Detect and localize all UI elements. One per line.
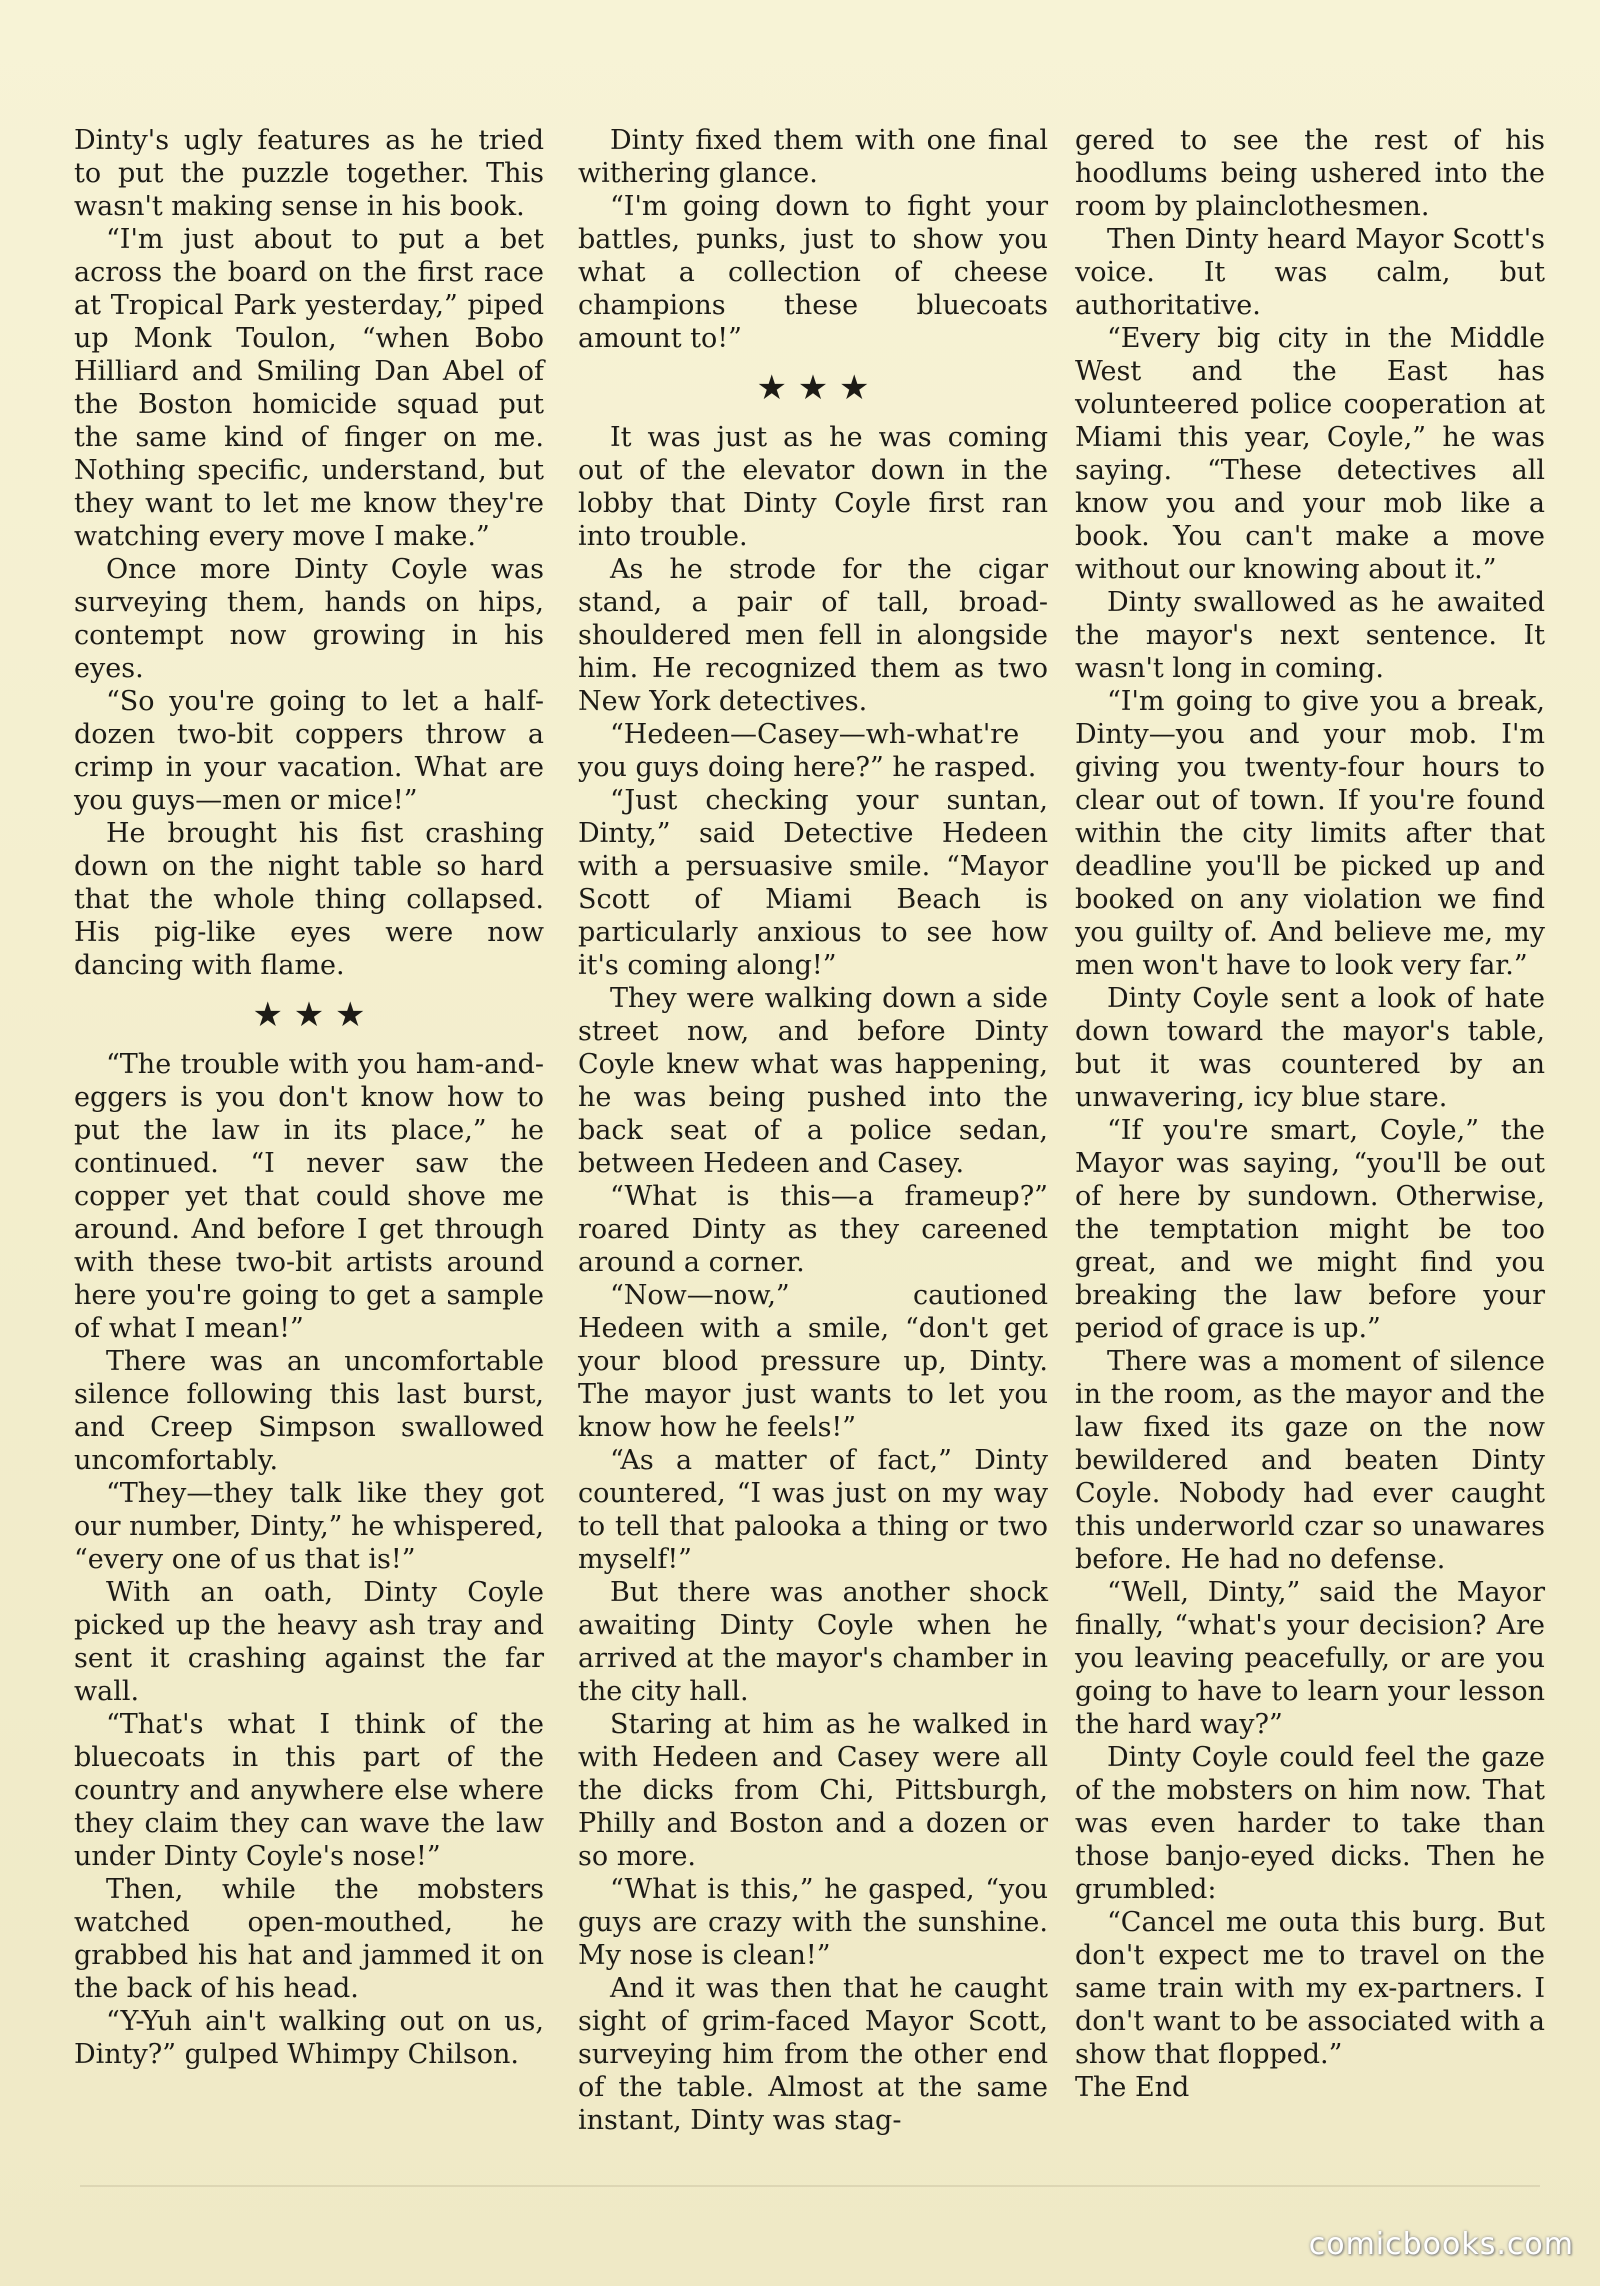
story-paragraph: “So you're going to let a half-dozen two-bit coppers throw a crimp in your vacation. What are you guys—men or mice!” bbox=[74, 686, 544, 816]
section-break-stars: ★ ★ ★ bbox=[756, 368, 870, 408]
story-paragraph: “Cancel me outa this burg. But don't expect me to travel on the same train with my ex-partners. I don't want to be associated with a show that flopped.” bbox=[1075, 1907, 1545, 2070]
text-column-1 bbox=[74, 124, 544, 2071]
story-paragraph: And it was then that he caught sight of grim-faced Mayor Scott, surveying him from the other end of the table. Almost at the same instant, Dinty was stag- bbox=[578, 1973, 1048, 2136]
story-paragraph: Then, while the mobsters watched open-mouthed, he grabbed his hat and jammed it on the back of his head. bbox=[74, 1874, 544, 2004]
story-paragraph: gered to see the rest of his hoodlums being ushered into the room by plainclothesmen. bbox=[1075, 125, 1545, 222]
story-paragraph: “That's what I think of the bluecoats in this part of the country and anywhere else where they claim they can wave the law under Dinty Coyle's nose!” bbox=[74, 1709, 544, 1872]
story-paragraph: He brought his fist crashing down on the night table so hard that the whole thing collapsed. His pig-like eyes were now dancing with flame. bbox=[74, 818, 544, 981]
story-paragraph: “Well, Dinty,” said the Mayor finally, “what's your decision? Are you leaving peacefully, or are you going to have to learn your lesson the hard way?” bbox=[1075, 1577, 1545, 1740]
story-paragraph: Dinty's ugly features as he tried to put the puzzle together. This wasn't making sense in his book. bbox=[74, 125, 544, 222]
story-paragraph: “What is this—a frameup?” roared Dinty as they careened around a corner. bbox=[578, 1181, 1048, 1278]
story-paragraph: Once more Dinty Coyle was surveying them, hands on hips, contempt now growing in his eyes. bbox=[74, 554, 544, 684]
story-paragraph: Dinty fixed them with one final withering glance. bbox=[578, 125, 1048, 189]
story-paragraph: “Every big city in the Middle West and the East has volunteered police cooperation at Miami this year, Coyle,” he was saying. “These detectives all know you and your mob like a book. You can't make a move without our knowing about it.” bbox=[1075, 323, 1545, 585]
story-paragraph: Dinty Coyle sent a look of hate down toward the mayor's table, but it was countered by an unwavering, icy blue stare. bbox=[1075, 983, 1545, 1113]
story-end-label: The End bbox=[1075, 2072, 1190, 2103]
story-paragraph: “What is this,” he gasped, “you guys are crazy with the sunshine. My nose is clean!” bbox=[578, 1874, 1048, 1971]
story-paragraph: Dinty Coyle could feel the gaze of the mobsters on him now. That was even harder to take than those banjo-eyed dicks. Then he grumbled: bbox=[1075, 1742, 1545, 1905]
story-paragraph: “If you're smart, Coyle,” the Mayor was saying, “you'll be out of here by sundown. Otherwise, the temptation might be too great, and we might find you breaking the law before your period of grace is up.” bbox=[1075, 1115, 1545, 1344]
story-paragraph: “Hedeen—Casey—wh-what're you guys doing here?” he rasped. bbox=[578, 719, 1037, 783]
text-column-2 bbox=[578, 124, 1048, 2137]
story-paragraph: “Now—now,” cautioned Hedeen with a smile, “don't get your blood pressure up, Dinty. The mayor just wants to let you know how he feels!” bbox=[578, 1280, 1048, 1443]
site-watermark: comicbooks.com bbox=[1308, 2227, 1574, 2262]
section-break-stars: ★ ★ ★ bbox=[252, 995, 366, 1035]
story-paragraph: “As a matter of fact,” Dinty countered, “I was just on my way to tell that palooka a thing or two myself!” bbox=[578, 1445, 1048, 1575]
story-paragraph: “The trouble with you ham-and-eggers is you don't know how to put the law in its place,” he continued. “I never saw the copper yet that could shove me around. And before I get through with these two-bit artists around here you're going to get a sample of what I mean!” bbox=[74, 1049, 544, 1344]
story-paragraph: “Just checking your suntan, Dinty,” said Detective Hedeen with a persuasive smile. “Mayor Scott of Miami Beach is particularly anxious to see how it's coming along!” bbox=[578, 785, 1048, 981]
story-paragraph: “I'm just about to put a bet across the board on the first race at Tropical Park yesterday,” piped up Monk Toulon, “when Bobo Hilliard and Smiling Dan Abel of the Boston homicide squad put the same kind of finger on me. Nothing specific, understand, but they want to let me know they're watching every move I make.” bbox=[74, 224, 544, 552]
story-paragraph: With an oath, Dinty Coyle picked up the heavy ash tray and sent it crashing against the far wall. bbox=[74, 1577, 544, 1707]
text-column-3 bbox=[1075, 124, 1545, 2104]
story-paragraph: Then Dinty heard Mayor Scott's voice. It was calm, but authoritative. bbox=[1075, 224, 1545, 321]
page-bottom-rule bbox=[80, 2185, 1540, 2187]
story-paragraph: “I'm going down to fight your battles, punks, just to show you what a collection of cheese champions these bluecoats amount to!” bbox=[578, 191, 1048, 354]
story-paragraph: Dinty swallowed as he awaited the mayor's next sentence. It wasn't long in coming. bbox=[1075, 587, 1545, 684]
story-paragraph: “They—they talk like they got our number, Dinty,” he whispered, “every one of us that is!” bbox=[74, 1478, 544, 1575]
story-paragraph: There was a moment of silence in the room, as the mayor and the law fixed its gaze on the now bewildered and beaten Dinty Coyle. Nobody had ever caught this underworld czar so unawares before. He had no defense. bbox=[1075, 1346, 1545, 1575]
story-paragraph: “I'm going to give you a break, Dinty—you and your mob. I'm giving you twenty-four hours to clear out of town. If you're found within the city limits after that deadline you'll be picked up and booked on any violation we find you guilty of. And believe me, my men won't have to look very far.” bbox=[1075, 686, 1545, 981]
story-paragraph: Staring at him as he walked in with Hedeen and Casey were all the dicks from Chi, Pittsburgh, Philly and Boston and a dozen or so more. bbox=[578, 1709, 1048, 1872]
story-paragraph: There was an uncomfortable silence following this last burst, and Creep Simpson swallowed uncomfortably. bbox=[74, 1346, 544, 1476]
story-paragraph: But there was another shock awaiting Dinty Coyle when he arrived at the mayor's chamber in the city hall. bbox=[578, 1577, 1048, 1707]
story-paragraph: They were walking down a side street now, and before Dinty Coyle knew what was happening, he was being pushed into the back seat of a police sedan, between Hedeen and Casey. bbox=[578, 983, 1048, 1179]
story-paragraph: “Y-Yuh ain't walking out on us, Dinty?” gulped Whimpy Chilson. bbox=[74, 2006, 544, 2070]
story-paragraph: It was just as he was coming out of the elevator down in the lobby that Dinty Coyle first ran into trouble. bbox=[578, 422, 1048, 552]
story-paragraph: As he strode for the cigar stand, a pair of tall, broad-shouldered men fell in alongside him. He recognized them as two New York detectives. bbox=[578, 554, 1048, 717]
